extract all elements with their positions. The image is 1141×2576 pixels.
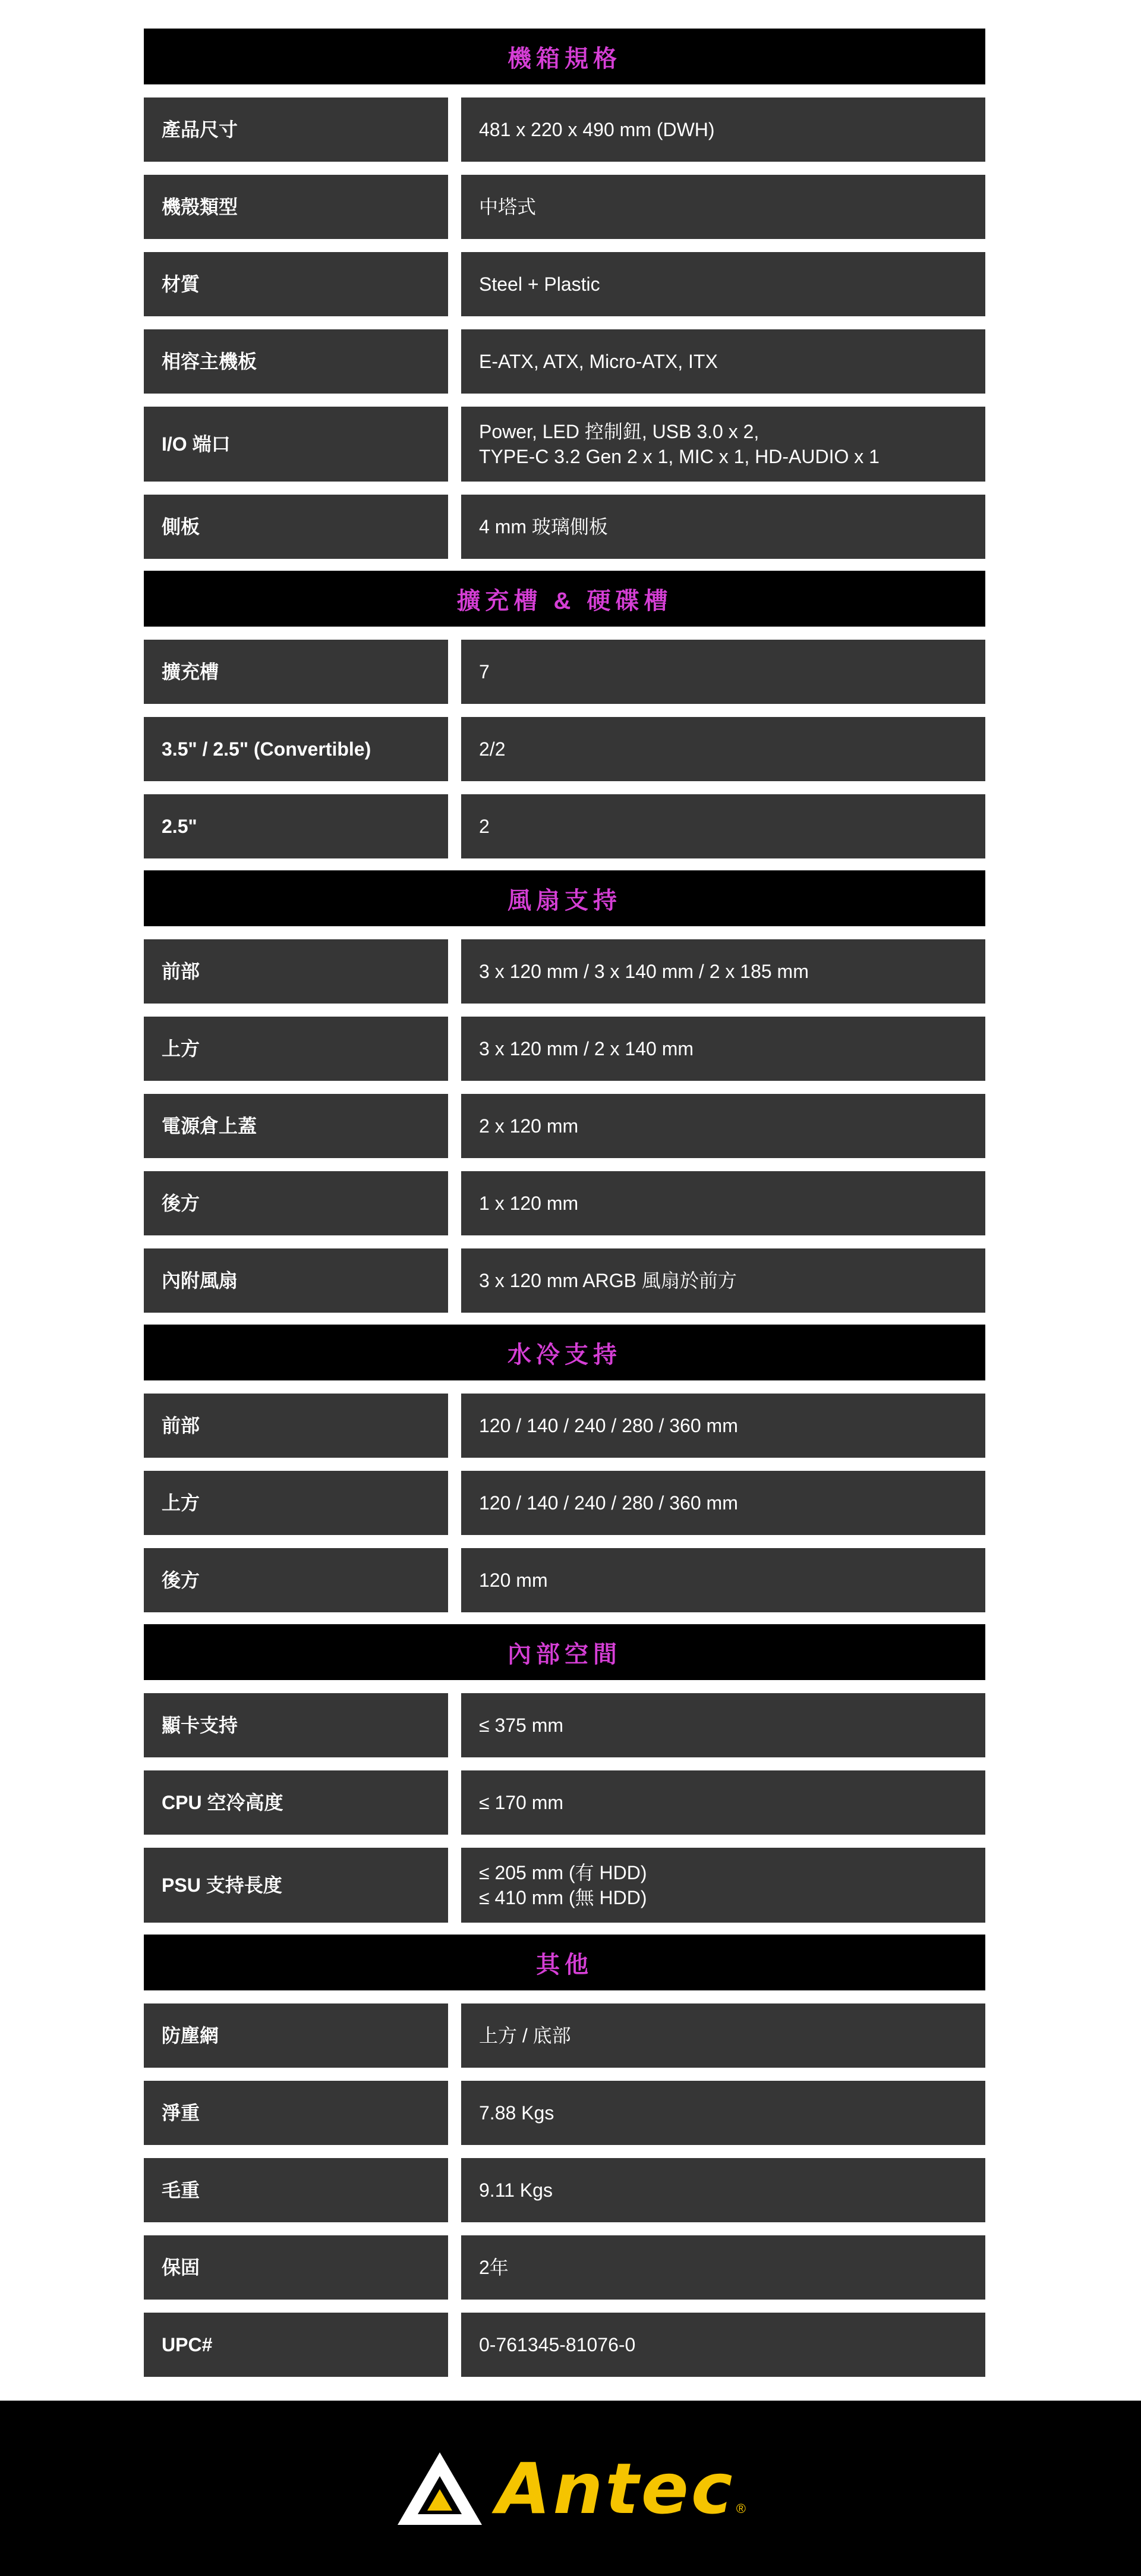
spec-row: [144, 2158, 985, 2222]
spec-row: [144, 495, 985, 559]
spec-label: 後方: [144, 1171, 448, 1235]
spec-value: 120 mm: [461, 1548, 985, 1612]
spec-label: PSU 支持長度: [144, 1848, 448, 1923]
footer: [0, 2401, 1141, 2576]
spec-row: [144, 794, 985, 858]
antec-triangle-logo-icon: [395, 2450, 484, 2527]
spec-value: Steel + Plastic: [461, 252, 985, 316]
brand-wordmark: Antec: [496, 2447, 735, 2530]
spec-row: [144, 2081, 985, 2145]
spec-row: [144, 640, 985, 704]
spec-row: [144, 252, 985, 316]
spec-value: E-ATX, ATX, Micro-ATX, ITX: [461, 329, 985, 394]
spec-label: 保固: [144, 2235, 448, 2300]
spec-row: [144, 1471, 985, 1535]
spec-value: 120 / 140 / 240 / 280 / 360 mm: [461, 1471, 985, 1535]
spec-row: [144, 1094, 985, 1158]
spec-row: [144, 1693, 985, 1757]
spec-value: 7: [461, 640, 985, 704]
spec-label: UPC#: [144, 2313, 448, 2377]
spec-row: [144, 407, 985, 482]
spec-label: 毛重: [144, 2158, 448, 2222]
spec-table: [144, 29, 985, 2377]
spec-row: [144, 175, 985, 239]
spec-value: 2 x 120 mm: [461, 1094, 985, 1158]
spec-value: 481 x 220 x 490 mm (DWH): [461, 97, 985, 162]
spec-row: [144, 939, 985, 1004]
section-header: 風扇支持: [144, 870, 985, 926]
section-header: 其他: [144, 1935, 985, 1990]
spec-value: 2年: [461, 2235, 985, 2300]
spec-label: I/O 端口: [144, 407, 448, 482]
spec-row: [144, 2003, 985, 2068]
spec-row: [144, 97, 985, 162]
spec-label: 上方: [144, 1471, 448, 1535]
section-header: 擴充槽 & 硬碟槽: [144, 571, 985, 627]
section-header: 水冷支持: [144, 1325, 985, 1380]
spec-row: [144, 1848, 985, 1923]
spec-value: 上方 / 底部: [461, 2003, 985, 2068]
spec-value: Power, LED 控制鈕, USB 3.0 x 2, TYPE-C 3.2 Gen 2 x 1, MIC x 1, HD-AUDIO x 1: [461, 407, 985, 482]
spec-label: 材質: [144, 252, 448, 316]
spec-value: 1 x 120 mm: [461, 1171, 985, 1235]
spec-row: [144, 1171, 985, 1235]
spec-label: 產品尺寸: [144, 97, 448, 162]
spec-value: 2/2: [461, 717, 985, 781]
spec-label: 淨重: [144, 2081, 448, 2145]
spec-label: 相容主機板: [144, 329, 448, 394]
spec-value: 3 x 120 mm / 2 x 140 mm: [461, 1017, 985, 1081]
spec-label: CPU 空冷高度: [144, 1770, 448, 1835]
spec-row: [144, 717, 985, 781]
spec-label: 前部: [144, 1394, 448, 1458]
spec-label: 2.5": [144, 794, 448, 858]
spec-label: 機殼類型: [144, 175, 448, 239]
spec-row: [144, 329, 985, 394]
spec-value: 3 x 120 mm ARGB 風扇於前方: [461, 1248, 985, 1313]
spec-value: 4 mm 玻璃側板: [461, 495, 985, 559]
spec-row: [144, 2313, 985, 2377]
spec-row: [144, 1017, 985, 1081]
spec-label: 後方: [144, 1548, 448, 1612]
spec-value: ≤ 375 mm: [461, 1693, 985, 1757]
spec-value: 7.88 Kgs: [461, 2081, 985, 2145]
spec-label: 上方: [144, 1017, 448, 1081]
spec-label: 電源倉上蓋: [144, 1094, 448, 1158]
spec-value: ≤ 170 mm: [461, 1770, 985, 1835]
spec-value: ≤ 205 mm (有 HDD) ≤ 410 mm (無 HDD): [461, 1848, 985, 1923]
spec-row: [144, 1394, 985, 1458]
section-header: 內部空間: [144, 1624, 985, 1680]
spec-label: 3.5" / 2.5" (Convertible): [144, 717, 448, 781]
spec-value: 3 x 120 mm / 3 x 140 mm / 2 x 185 mm: [461, 939, 985, 1004]
spec-value: 中塔式: [461, 175, 985, 239]
registered-mark: ®: [736, 2500, 746, 2516]
spec-value: 9.11 Kgs: [461, 2158, 985, 2222]
spec-row: [144, 1548, 985, 1612]
spec-value: 2: [461, 794, 985, 858]
spec-row: [144, 1248, 985, 1313]
spec-label: 前部: [144, 939, 448, 1004]
spec-label: 側板: [144, 495, 448, 559]
section-header: 機箱規格: [144, 29, 985, 84]
spec-label: 擴充槽: [144, 640, 448, 704]
spec-label: 內附風扇: [144, 1248, 448, 1313]
antec-logo: [395, 2447, 746, 2530]
spec-row: [144, 1770, 985, 1835]
spec-row: [144, 2235, 985, 2300]
spec-label: 防塵網: [144, 2003, 448, 2068]
spec-value: 0-761345-81076-0: [461, 2313, 985, 2377]
spec-label: 顯卡支持: [144, 1693, 448, 1757]
spec-value: 120 / 140 / 240 / 280 / 360 mm: [461, 1394, 985, 1458]
